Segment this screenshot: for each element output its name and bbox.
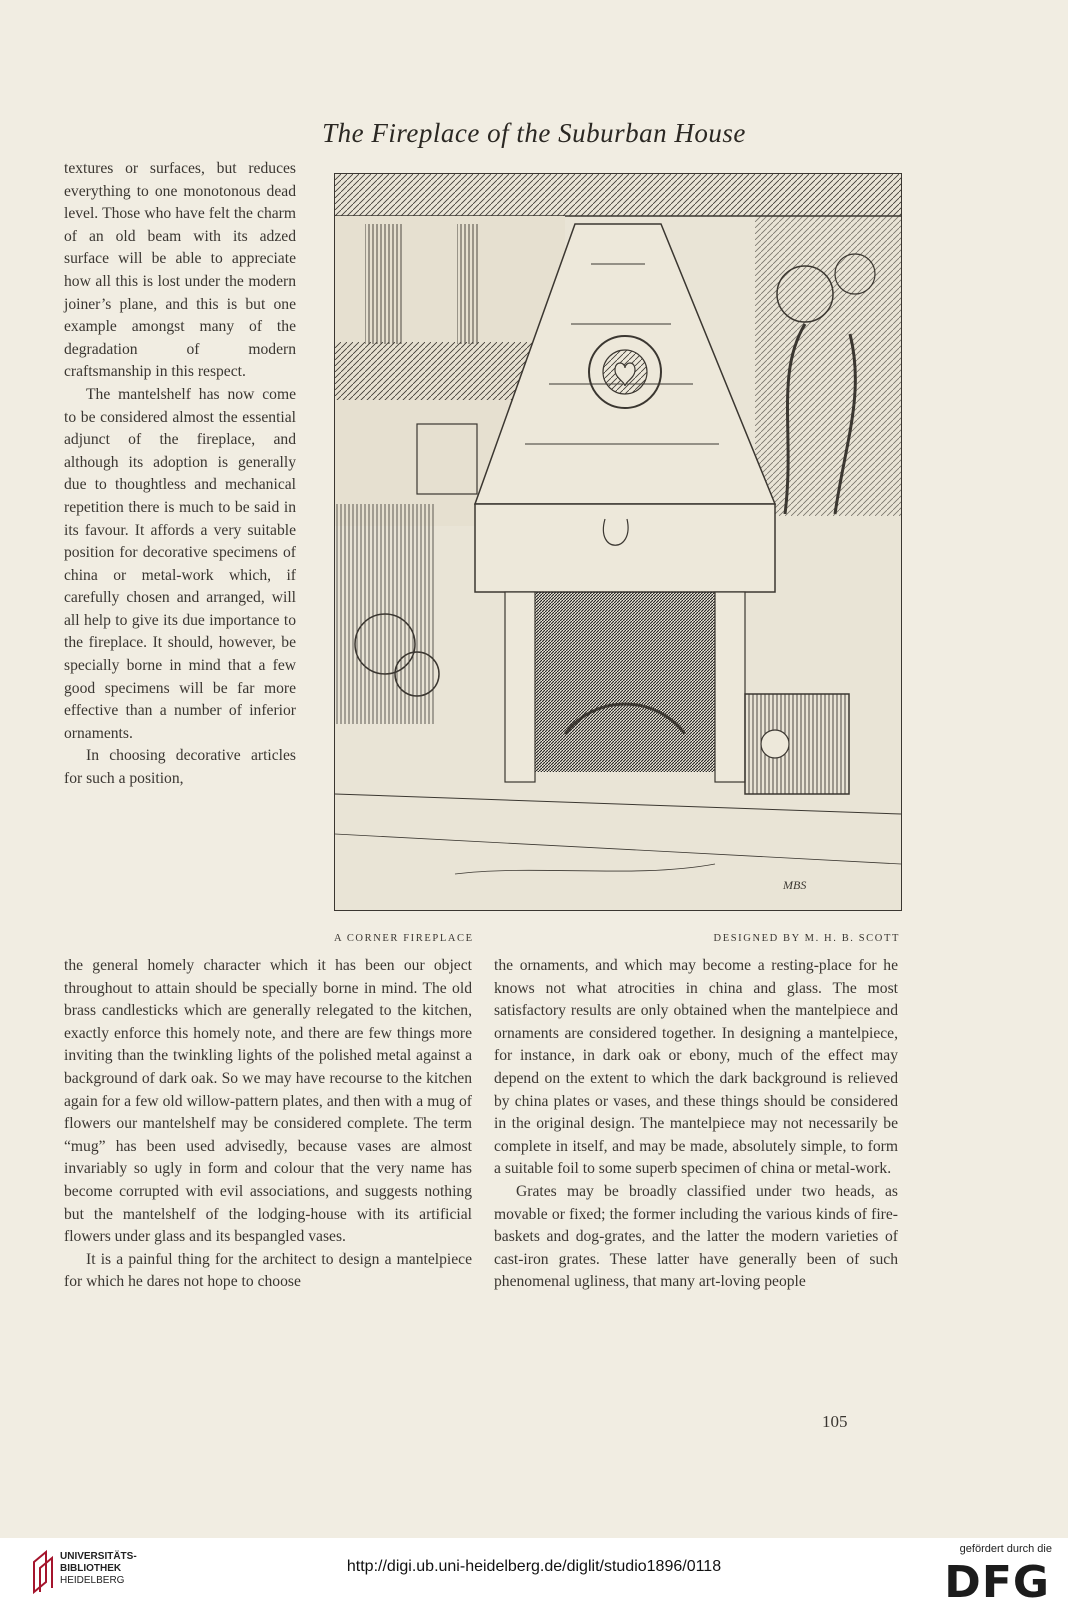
running-title: The Fireplace of the Suburban House	[322, 118, 746, 148]
fireplace-illustration	[334, 173, 902, 911]
sponsor-note: gefördert durch die	[959, 1543, 1052, 1555]
text-column-top	[64, 158, 296, 791]
paragraph: Grates may be broadly classified under two heads, as movable or fixed; the former including the various kinds of fire-baskets and dog-grates, and the latter the modern varieties of cast-iron grates. These latter have generally been of such phenomenal ugliness, that many art-loving people	[494, 1182, 898, 1291]
paragraph: It is a painful thing for the architect to design a mantelpiece for which he dares not hope to choose	[64, 1250, 472, 1291]
library-line: HEIDELBERG	[60, 1575, 125, 1586]
page-number: 105	[822, 1412, 848, 1431]
artist-signature: MBS	[783, 878, 807, 892]
source-url-link[interactable]: http://digi.ub.uni-heidelberg.de/diglit/studio1896/0118	[346, 1558, 722, 1575]
text-column-left	[64, 955, 472, 1294]
paragraph: In choosing decorative articles for such a position,	[64, 747, 296, 788]
digitization-footer	[0, 1538, 1068, 1615]
text-column-right	[494, 955, 898, 1294]
paragraph: the general homely character which it has been our object throughout to attain should be specially borne in mind. The old brass candlesticks which are generally relegated to the kitchen, exactly enforce this homely note, and there are few things more inviting than the twinkling lights of the polished metal against a background of dark oak. So we may have recourse to the kitchen again for a few old willow-pattern plates, and then with a mug of flowers our mantelshelf may be considered complete. The term “mug” has been used advisedly, because vases are almost invariably so ugly in form and colour that the very name has become corrupted with evil associations, and suggests nothing but the mantelshelf of the lodging-house with its artificial flowers under glass and its bespangled vases.	[64, 957, 472, 1246]
paragraph: textures or surfaces, but reduces everything to one monotonous dead level. Those who have felt the charm of an old beam with its adzed surface will be able to appreciate how all this is lost under the modern joiner’s plane, and this is but one example amongst many of the degradation of modern craftsmanship in this respect.	[64, 160, 296, 381]
library-line: UNIVERSITÄTS-	[60, 1551, 137, 1562]
dfg-logo: DFG	[944, 1557, 1050, 1608]
figure-caption-title: A CORNER FIREPLACE	[334, 933, 474, 944]
paragraph: The mantelshelf has now come to be considered almost the essential adjunct of the fireplace, and although its adoption is generally due to thoughtless and mechanical repetition there is much to be said in its favour. It affords a very suitable position for decorative specimens of china or metal-work which, if carefully chosen and arranged, will all help to give its due importance to the fireplace. It should, however, be specially borne in mind that a few good specimens will be far more effective than a number of inferior ornaments.	[64, 385, 296, 742]
library-line: BIBLIOTHEK	[60, 1563, 122, 1574]
figure-caption-credit: DESIGNED BY M. H. B. SCOTT	[713, 933, 900, 944]
paragraph: the ornaments, and which may become a resting-place for he knows not what atrocities in china and glass. The most satisfactory results are only obtained when the mantelpiece and ornaments are considered together. In designing a mantelpiece, for instance, in dark oak or ebony, much of the effect may depend on the extent to which the dark background is relieved by china plates or vases, and these things should be considered in the original design. The mantelpiece may not necessarily be complete in itself, and may be made, absolutely simple, to form a suitable foil to some superb specimen of china or metal-work.	[494, 957, 898, 1178]
